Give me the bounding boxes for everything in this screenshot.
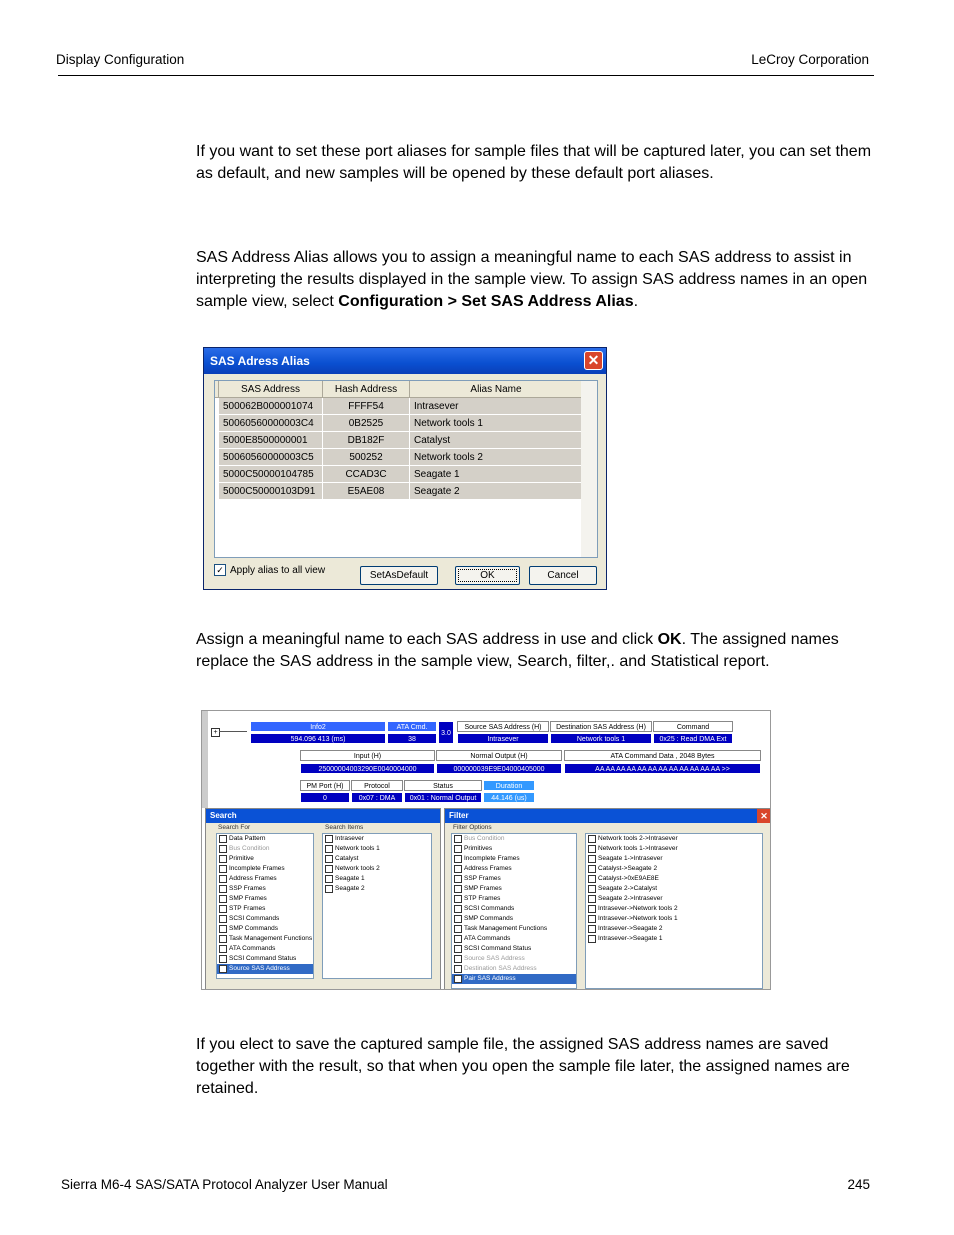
list-item[interactable] [452, 934, 576, 944]
sas-address-cell: 50060560000003C5 [219, 449, 323, 466]
list-item[interactable] [586, 914, 762, 924]
p3-text: Assign a meaningful name to each SAS address in use and click [196, 631, 658, 648]
source-sas-header: Source SAS Address (H) [457, 721, 549, 732]
status-header: Status [404, 780, 482, 791]
list-item-label: Source SAS Address [229, 965, 290, 972]
list-item[interactable] [586, 934, 762, 944]
checkbox[interactable] [454, 835, 462, 843]
list-item-label: Seagate 2->Catalyst [598, 885, 658, 892]
pm-port-value: 0 [300, 792, 350, 803]
checkbox[interactable] [325, 855, 333, 863]
checkbox[interactable] [454, 855, 462, 863]
checkbox[interactable] [454, 965, 462, 973]
sas-address-cell: 50060560000003C4 [219, 415, 323, 432]
list-item-label: Network tools 2->Intrasever [598, 835, 678, 842]
list-item[interactable] [323, 844, 431, 854]
list-item-label: Network tools 1->Intrasever [598, 845, 678, 852]
checkbox[interactable] [219, 915, 227, 923]
command-value: 0x25 : Read DMA Ext [653, 733, 733, 744]
ata-data-value: AA AA AA AA AA AA AA AA AA AA AA AA >> [564, 763, 761, 774]
paragraph-default-aliases: If you want to set these port aliases for sample files that will be captured later, you can set them as default, and new samples will be opened by these default port aliases. [196, 143, 872, 182]
list-item-label: Catalyst->0xE9AE8E [598, 875, 659, 882]
paragraph-assign-names [196, 629, 872, 673]
search-panel-title: Search [206, 809, 440, 823]
protocol-value: 0x07 : DMA [351, 792, 403, 803]
input-header: Input (H) [300, 750, 435, 761]
list-item[interactable] [452, 974, 576, 984]
filter-options-list[interactable] [451, 833, 577, 989]
close-icon[interactable]: ✕ [584, 351, 603, 370]
footer-manual-title: Sierra M6-4 SAS/SATA Protocol Analyzer User Manual [61, 1177, 388, 1192]
list-item[interactable] [217, 964, 313, 974]
search-items-label: Search Items [325, 824, 364, 831]
list-item-label: Catalyst->Seagate 2 [598, 865, 658, 872]
list-item[interactable] [452, 884, 576, 894]
checkbox[interactable] [588, 905, 596, 913]
running-header-company: LeCroy Corporation [751, 52, 869, 67]
page-number: 245 [847, 1177, 870, 1192]
list-item[interactable] [452, 964, 576, 974]
list-item-label: Network tools 2 [335, 865, 380, 872]
checkbox[interactable] [588, 885, 596, 893]
checkbox[interactable] [219, 895, 227, 903]
list-item-label: STP Frames [229, 905, 266, 912]
list-item[interactable] [586, 894, 762, 904]
table-row[interactable] [215, 398, 597, 415]
info-header: Info2 [250, 721, 386, 732]
p2-end: . [633, 293, 639, 310]
checkbox[interactable] [325, 845, 333, 853]
table-row[interactable] [215, 466, 597, 483]
list-item-label: Intrasever->Seagate 2 [598, 925, 663, 932]
set-as-default-button[interactable]: SetAsDefault [360, 566, 438, 585]
list-item-label: STP Frames [464, 895, 501, 902]
checkbox[interactable] [219, 925, 227, 933]
alias-name-field[interactable]: Network tools 1 [410, 415, 583, 432]
version-cell: 3.0 [438, 721, 454, 744]
list-item-label: Primitives [464, 845, 493, 852]
cancel-button[interactable]: Cancel [529, 566, 597, 585]
checkbox[interactable] [454, 915, 462, 923]
list-item-label: Address Frames [464, 865, 512, 872]
checkbox[interactable] [219, 835, 227, 843]
checkbox[interactable] [588, 925, 596, 933]
dest-sas-value: Network tools 1 [550, 733, 652, 744]
filter-panel-title [445, 809, 771, 823]
list-item[interactable] [217, 914, 313, 924]
list-item-label: SMP Frames [464, 885, 502, 892]
running-header-section: Display Configuration [56, 52, 185, 67]
checkbox[interactable] [454, 975, 462, 983]
list-item[interactable] [586, 904, 762, 914]
list-item[interactable] [217, 884, 313, 894]
checkbox[interactable] [219, 945, 227, 953]
filter-panel [444, 808, 771, 990]
command-header: Command [653, 721, 733, 732]
checkbox[interactable] [219, 955, 227, 963]
list-item-label: SSP Frames [229, 885, 266, 892]
list-item-label: Bus Condition [464, 835, 505, 842]
list-item-label: Data Pattern [229, 835, 266, 842]
info-value: 594.096 413 (ms) [250, 733, 386, 744]
sas-address-alias-dialog [203, 347, 607, 590]
sas-address-cell: 5000C50000103D91 [219, 483, 323, 500]
paragraph-save-sample: If you elect to save the captured sample file, the assigned SAS address names are saved together with the result, so that when you open the sample file later, the assigned names are retained. [196, 1036, 850, 1097]
table-row[interactable] [215, 415, 597, 432]
status-value: 0x01 : Normal Output [404, 792, 482, 803]
col-sas-address[interactable]: SAS Address [219, 381, 323, 398]
checkbox[interactable] [454, 925, 462, 933]
p2-text: SAS Address Alias allows you to assign a meaningful name to each SAS address to assist in interpreting the results displayed in the sample view. To assign SAS address names in an open sample view, select [196, 249, 868, 310]
list-item[interactable] [217, 944, 313, 954]
checkbox[interactable] [588, 855, 596, 863]
list-item-label: Network tools 1 [335, 845, 380, 852]
sas-address-cell: 5000E8500000001 [219, 432, 323, 449]
list-item-label: Seagate 2 [335, 885, 365, 892]
sample-view-screenshot [201, 710, 771, 990]
ata-cmd-header: ATA Cmd. [387, 721, 437, 732]
checkbox[interactable] [588, 835, 596, 843]
duration-header: Duration [483, 780, 535, 791]
hash-address-cell: FFFF54 [323, 398, 410, 415]
list-item[interactable] [452, 844, 576, 854]
list-item-label: SCSI Command Status [464, 945, 532, 952]
checkbox[interactable] [454, 935, 462, 943]
list-item-label: Destination SAS Address [464, 965, 537, 972]
protocol-header: Protocol [351, 780, 403, 791]
checkbox[interactable] [588, 875, 596, 883]
search-for-label: Search For [218, 824, 251, 831]
list-item[interactable] [452, 924, 576, 934]
ata-data-header: ATA Command Data , 2048 Bytes [564, 750, 761, 761]
list-item-label: Intrasever->Network tools 1 [598, 915, 678, 922]
list-item-label: ATA Commands [464, 935, 511, 942]
list-item-label: SCSI Command Status [229, 955, 297, 962]
alias-grid [214, 380, 598, 558]
alias-name-field[interactable]: Seagate 2 [410, 483, 583, 500]
connector-line [219, 731, 247, 732]
alias-grid-header [215, 381, 597, 398]
list-item-label: SCSI Commands [229, 915, 280, 922]
list-item[interactable] [586, 874, 762, 884]
list-item[interactable] [323, 854, 431, 864]
list-item[interactable] [452, 874, 576, 884]
dialog-title: SAS Adress Alias [210, 354, 310, 368]
list-item-label: Seagate 1->Intrasever [598, 855, 663, 862]
checkbox[interactable] [219, 905, 227, 913]
apply-alias-label: Apply alias to all view [230, 564, 326, 576]
list-item[interactable] [452, 854, 576, 864]
list-item[interactable] [323, 834, 431, 844]
checkbox[interactable] [454, 945, 462, 953]
checkbox[interactable] [219, 875, 227, 883]
hash-address-cell: 500252 [323, 449, 410, 466]
list-item[interactable] [452, 894, 576, 904]
list-item[interactable] [586, 884, 762, 894]
checkbox[interactable] [219, 965, 227, 973]
checkbox[interactable] [454, 865, 462, 873]
list-item-label: SMP Commands [229, 925, 279, 932]
list-item-label: SMP Commands [464, 915, 514, 922]
sas-address-cell: 500062B000001074 [219, 398, 323, 415]
checkbox[interactable] [325, 835, 333, 843]
table-row[interactable] [215, 483, 597, 500]
list-item[interactable] [452, 914, 576, 924]
list-item[interactable] [323, 884, 431, 894]
sas-address-cell: 5000C50000104785 [219, 466, 323, 483]
input-value: 25000004003290E0040004000 [300, 763, 435, 774]
list-item[interactable] [452, 904, 576, 914]
normal-output-header: Normal Output (H) [436, 750, 562, 761]
list-item[interactable] [586, 844, 762, 854]
list-item[interactable] [586, 924, 762, 934]
list-item-label: Task Management Functions [464, 925, 548, 932]
p3-ok: OK [657, 631, 682, 648]
list-item-label: Seagate 1 [335, 875, 365, 882]
checkbox[interactable] [219, 855, 227, 863]
p3-end: . The assigned names replace the SAS address in the sample view, Search, filter,. and Statistical report. [196, 631, 839, 670]
alias-name-field[interactable]: Catalyst [410, 432, 583, 449]
list-item-label: SSP Frames [464, 875, 501, 882]
list-item[interactable] [217, 834, 313, 844]
table-row[interactable] [215, 449, 597, 466]
col-hash-address[interactable]: Hash Address [323, 381, 410, 398]
checkbox[interactable] [588, 865, 596, 873]
list-item-label: Primitive [229, 855, 254, 862]
list-item[interactable] [323, 874, 431, 884]
checkbox[interactable] [588, 915, 596, 923]
list-item-label: Intrasever->Network tools 2 [598, 905, 678, 912]
apply-alias-option[interactable] [214, 564, 325, 576]
checkbox[interactable] [588, 845, 596, 853]
list-item[interactable] [586, 834, 762, 844]
list-item-label: Task Management Functions [229, 935, 313, 942]
list-item-label: Pair SAS Address [464, 975, 516, 982]
list-item[interactable] [217, 854, 313, 864]
alias-name-field[interactable]: Seagate 1 [410, 466, 583, 483]
list-item-label: Intrasever->Seagate 1 [598, 935, 663, 942]
checkbox[interactable] [588, 935, 596, 943]
list-item-label: ATA Commands [229, 945, 276, 952]
ata-cmd-value: 38 [387, 733, 437, 744]
checkbox[interactable] [454, 885, 462, 893]
checkbox[interactable] [325, 865, 333, 873]
list-item-label: Incomplete Frames [229, 865, 285, 872]
apply-alias-checkbox[interactable]: ✓ [214, 564, 226, 576]
hash-address-cell: 0B2525 [323, 415, 410, 432]
filter-pairs-list[interactable] [585, 833, 763, 989]
list-item-label: SCSI Commands [464, 905, 515, 912]
left-gutter [202, 711, 208, 808]
list-item[interactable] [217, 894, 313, 904]
p2-menu-path: Configuration > Set SAS Address Alias [338, 293, 634, 310]
checkbox[interactable] [219, 865, 227, 873]
list-item[interactable] [586, 864, 762, 874]
checkbox[interactable] [454, 905, 462, 913]
filter-options-label: Filter Options [453, 824, 492, 831]
expand-icon[interactable]: + [211, 728, 220, 737]
checkbox[interactable] [219, 845, 227, 853]
list-item[interactable] [452, 834, 576, 844]
normal-output-value: 000000039E9E04000405000 [436, 763, 562, 774]
checkbox[interactable] [454, 895, 462, 903]
list-item-label: Seagate 2->Intrasever [598, 895, 663, 902]
checkbox[interactable] [219, 935, 227, 943]
filter-title-text: Filter [449, 811, 469, 820]
close-icon[interactable]: ✕ [757, 809, 771, 823]
list-item[interactable] [217, 864, 313, 874]
list-item[interactable] [217, 904, 313, 914]
checkbox[interactable] [454, 955, 462, 963]
checkbox[interactable] [325, 875, 333, 883]
search-items-list[interactable] [322, 833, 432, 979]
checkbox[interactable] [588, 895, 596, 903]
checkbox[interactable] [219, 885, 227, 893]
checkbox[interactable] [325, 885, 333, 893]
header-rule [58, 75, 874, 76]
list-item[interactable] [217, 934, 313, 944]
list-item-label: SMP Frames [229, 895, 267, 902]
hash-address-cell: CCAD3C [323, 466, 410, 483]
alias-name-field[interactable]: Network tools 2 [410, 449, 583, 466]
list-item[interactable] [217, 844, 313, 854]
search-panel [205, 808, 441, 990]
duration-value: 44.146 (us) [483, 792, 535, 803]
pm-port-header: PM Port (H) [300, 780, 350, 791]
hash-address-cell: E5AE08 [323, 483, 410, 500]
list-item[interactable] [217, 874, 313, 884]
list-item-label: Incomplete Frames [464, 855, 520, 862]
list-item[interactable] [452, 864, 576, 874]
ok-button[interactable]: OK [455, 566, 520, 585]
list-item-label: Catalyst [335, 855, 359, 862]
checkbox[interactable] [454, 845, 462, 853]
paragraph-sas-address-alias [196, 247, 872, 313]
table-row[interactable] [215, 432, 597, 449]
list-item-label: Source SAS Address [464, 955, 525, 962]
list-item-label: Bus Condition [229, 845, 270, 852]
checkbox[interactable] [454, 875, 462, 883]
search-for-list[interactable] [216, 833, 314, 979]
list-item[interactable] [452, 944, 576, 954]
source-sas-value: Intrasever [457, 733, 549, 744]
vertical-scrollbar[interactable] [581, 381, 597, 557]
list-item[interactable] [452, 954, 576, 964]
dialog-title-bar [204, 348, 606, 374]
hash-address-cell: DB182F [323, 432, 410, 449]
list-item[interactable] [217, 954, 313, 964]
col-alias-name[interactable]: Alias Name [410, 381, 583, 398]
alias-name-field[interactable]: Intrasever [410, 398, 583, 415]
list-item-label: Intrasever [335, 835, 364, 842]
list-item[interactable] [323, 864, 431, 874]
list-item[interactable] [217, 924, 313, 934]
dest-sas-header: Destination SAS Address (H) [550, 721, 652, 732]
list-item[interactable] [586, 854, 762, 864]
list-item-label: Address Frames [229, 875, 277, 882]
